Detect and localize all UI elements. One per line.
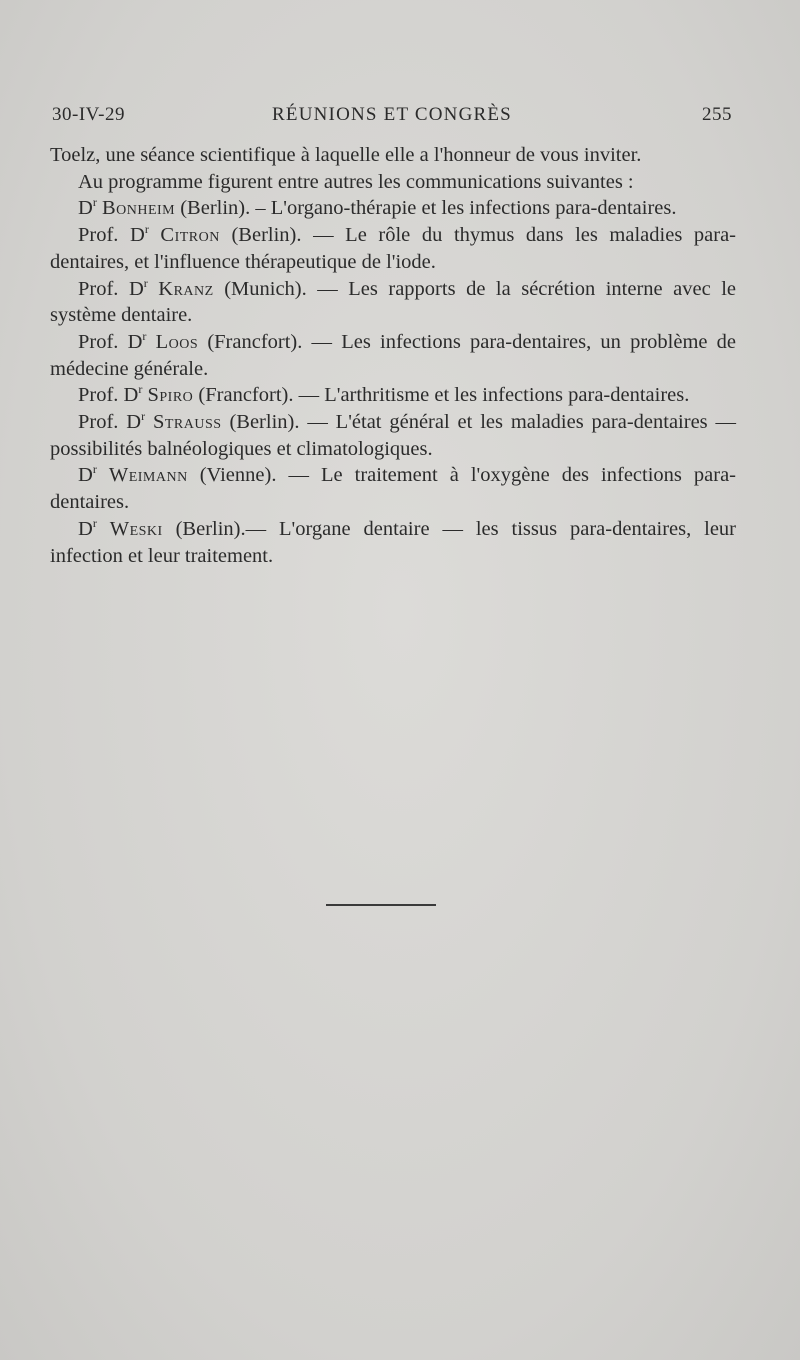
speaker-name: Kranz: [158, 277, 214, 300]
communication-item: Prof. $D^r$ Kranz (Munich). — Les rapports de la sécrétion interne avec le système dentaire.: [50, 275, 737, 327]
communication-text: (Berlin).— L'organe dentaire — les tissus para-dentaires, leur infection et leur traitement.: [50, 517, 736, 567]
communication-text: (Berlin). — L'état général et les maladies para-dentaires — possibilités balnéologiques et climatologiques.: [50, 411, 737, 460]
communication-item: Prof. $D^r$ Strauss (Berlin). — L'état général et les maladies para-dentaires — possibilités balnéologiques et climatologiques.: [50, 409, 737, 460]
communication-item: $D^r$ Bonheim (Berlin). – L'organo-thérapie et les infections para-dentaires.: [78, 195, 677, 220]
paragraph-programme: [50, 169, 736, 196]
communication-item: $D^r$ Weimann (Vienne). — Le traitement à l'oxygène des infections para-dentaires.: [50, 462, 737, 514]
communication-item: Prof. $D^r$ Spiro (Francfort). — L'arthritisme et les infections para-dentaires.: [78, 382, 690, 407]
communication-text: (Francfort). — Les infections para-dentaires, un problème de médecine générale.: [50, 330, 737, 380]
paragraph-text: Au programme figurent entre autres les communications suivantes :: [78, 170, 634, 193]
communication-text: (Berlin). — Le rôle du thymus dans les maladies para-dentaires, et l'influence thérapeutique de l'iode.: [50, 224, 736, 273]
running-header: [52, 104, 732, 132]
communication-text: (Munich). — Les rapports de la sécrétion interne avec le système dentaire.: [50, 277, 737, 327]
header-date: 30-IV-29: [52, 104, 125, 125]
header-title: RÉUNIONS ET CONGRÈS: [272, 104, 512, 125]
speaker-name: Weimann: [108, 464, 188, 487]
communication-text: (Francfort). — L'arthritisme et les infections para-dentaires.: [193, 384, 690, 407]
speaker-name: Spiro: [147, 384, 194, 407]
communication-item: Prof. $D^r$ Citron (Berlin). — Le rôle du thymus dans les maladies para-dentaires, et l'influence thérapeutique de l'iode.: [50, 222, 736, 273]
speaker-name: Bonheim: [101, 197, 176, 220]
page-number: 255: [702, 104, 732, 125]
speaker-name: Weski: [109, 517, 163, 540]
body-text: [50, 142, 736, 569]
speaker-name: Strauss: [152, 411, 222, 434]
communication-text: (Berlin). – L'organo-thérapie et les infections para-dentaires.: [175, 197, 677, 220]
communication-item: Prof. $D^r$ Loos (Francfort). — Les infections para-dentaires, un problème de médecine générale.: [50, 329, 737, 380]
communication-text: (Vienne). — Le traitement à l'oxygène des infections para-dentaires.: [50, 464, 737, 514]
paragraph-text: Toelz, une séance scientifique à laquelle elle a l'honneur de vous inviter.: [50, 144, 642, 166]
speaker-name: Citron: [160, 224, 220, 247]
section-end-rule: [326, 904, 436, 906]
paragraph-intro-continuation: [50, 142, 736, 169]
communication-item: $D^r$ Weski (Berlin).— L'organe dentaire — les tissus para-dentaires, leur infection et leur traitement.: [50, 516, 736, 567]
speaker-name: Loos: [155, 330, 199, 353]
